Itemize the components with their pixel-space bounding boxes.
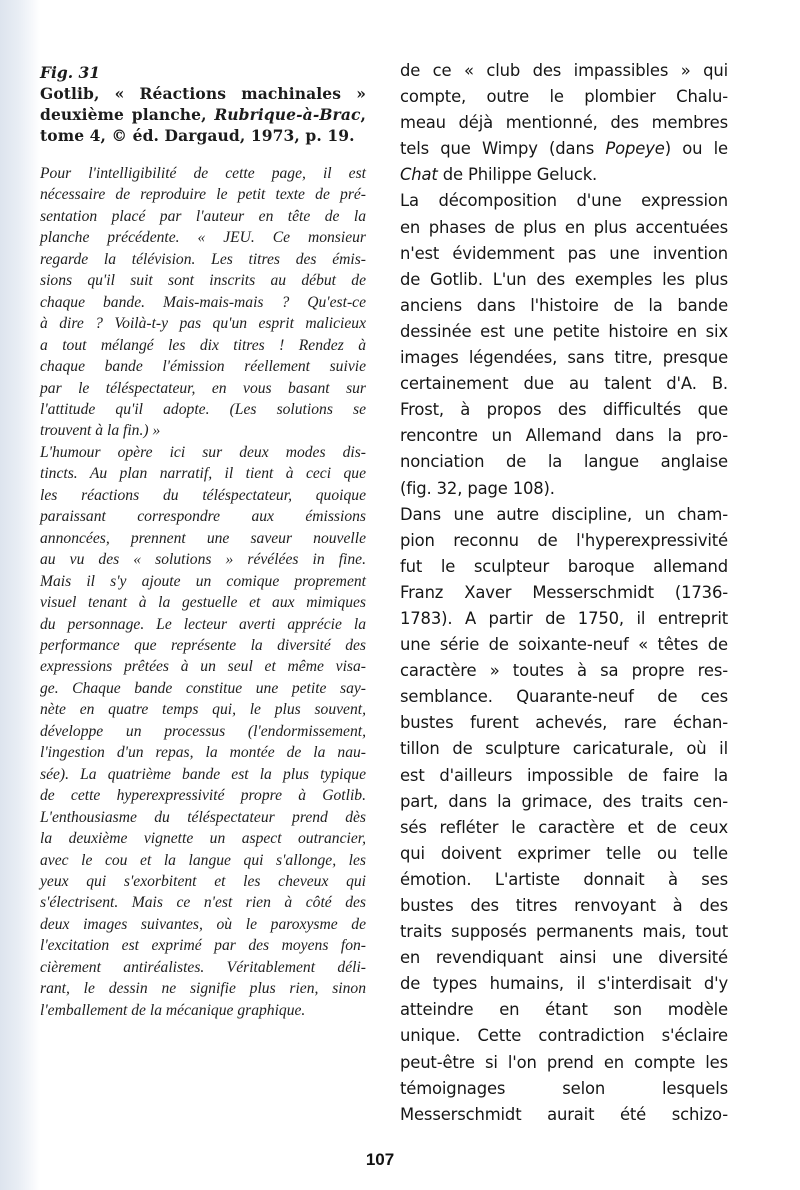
figure-label: Fig. 31 (40, 63, 101, 82)
commentary-line: a tout mélangé les dix titres ! Rendez à (40, 336, 366, 354)
book-gutter-shadow (0, 0, 40, 1190)
body-text: La décomposition d'une expression (400, 191, 728, 211)
body-text: n'est évidemment pas une invention (400, 243, 728, 263)
body-line (400, 658, 728, 684)
commentary-line: L'humour opère ici sur deux modes dis- (40, 443, 366, 461)
body-text: qui doivent exprimer telle ou telle (400, 843, 728, 863)
commentary-line: sée). La quatrième bande est la plus typique (40, 765, 366, 783)
body-line (400, 58, 728, 84)
body-text: de Philippe Geluck. (437, 165, 598, 185)
body-line (400, 580, 728, 606)
commentary-line: nète en quatre temps qui, le plus souvent, (40, 701, 366, 719)
body-text: une série de soixante-neuf « têtes de (400, 635, 728, 655)
body-line (400, 1050, 728, 1076)
body-text: traits supposés permanents mais, tout (400, 922, 728, 942)
commentary-line: s'électrisent. Mais ce n'est rien à côté des (40, 894, 366, 912)
body-line (400, 971, 728, 997)
commentary-line: yeux qui s'exorbitent et les cheveux qui (40, 872, 366, 890)
figure-caption (40, 83, 366, 146)
commentary-line: L'enthousiasme du téléspectateur prend dès (40, 808, 366, 826)
body-text: bustes furent achevés, rare échan- (400, 713, 728, 733)
caption-punct: , (360, 105, 366, 124)
body-line (400, 1102, 728, 1128)
body-text: témoignages selon lesquels (400, 1078, 728, 1098)
body-text: unique. Cette contradiction s'éclaire (400, 1026, 728, 1046)
body-line (400, 188, 728, 214)
body-line (400, 763, 728, 789)
commentary-line: deux images suivantes, où le paroxysme de (40, 915, 366, 933)
commentary-line: Mais il s'y ajoute un comique proprement (40, 572, 366, 590)
body-line (400, 632, 728, 658)
commentary-line: développe un processus (l'endormissement, (40, 722, 366, 740)
main-text-column (400, 58, 728, 1128)
body-line (400, 841, 728, 867)
commentary-line: regarde la télévision. Les titres des émis- (40, 250, 366, 268)
commentary-line: nécessaire de reproduire le petit texte de pré- (40, 186, 366, 204)
body-text: dessinée est une petite histoire en six (400, 321, 728, 341)
body-text: émotion. L'artiste donnait à ses (400, 869, 728, 889)
commentary-line: l'ingestion d'un repas, la montée de la nau- (40, 744, 366, 762)
body-line (400, 867, 728, 893)
body-text: ) ou le (664, 139, 728, 159)
body-line (400, 476, 728, 502)
commentary-line: cièrement antiréalistes. Véritablement déli- (40, 958, 366, 976)
body-line (400, 162, 728, 188)
body-line (400, 397, 728, 423)
body-text: semblance. Quarante-neuf de ces (400, 687, 728, 707)
commentary-line: performance que représente la diversité des (40, 636, 366, 654)
commentary-line: par le téléspectateur, en vous basant sur (40, 379, 366, 397)
body-text: rencontre un Allemand dans la pro- (400, 426, 728, 446)
caption-line: Gotlib, « Réactions machinales » (40, 84, 366, 103)
body-line (400, 789, 728, 815)
body-line (400, 997, 728, 1023)
body-line (400, 528, 728, 554)
commentary-line: rant, le dessin ne signifie plus rien, sinon (40, 980, 366, 998)
body-text: de types humains, il s'interdisait d'y (400, 974, 728, 994)
body-text: (fig. 32, page 108). (400, 478, 555, 498)
body-text: pion reconnu de l'hyperexpressivité (400, 530, 728, 550)
body-text: fut le sculpteur baroque allemand (400, 556, 728, 576)
body-line (400, 215, 728, 241)
body-line (400, 945, 728, 971)
body-text: Franz Xaver Messerschmidt (1736- (400, 582, 728, 602)
body-line (400, 502, 728, 528)
body-line (400, 1023, 728, 1049)
body-line (400, 684, 728, 710)
body-text: images légendées, sans titre, presque (400, 348, 728, 368)
body-line (400, 606, 728, 632)
caption-line: tome 4, © éd. Dargaud, 1973, p. 19. (40, 126, 355, 145)
body-text: nonciation de la langue anglaise (400, 452, 728, 472)
caption-line (40, 104, 366, 125)
body-line (400, 554, 728, 580)
body-text: tillon de sculpture caricaturale, où il (400, 739, 728, 759)
body-line (400, 84, 728, 110)
commentary-line: de cette hyperexpressivité propre à Gotlib. (40, 787, 366, 805)
body-text: est d'ailleurs impossible de faire la (400, 765, 728, 785)
body-text: Frost, à propos des difficultés que (400, 400, 728, 420)
body-text: 1783). A partir de 1750, il entreprit (400, 608, 728, 628)
body-line (400, 136, 728, 162)
body-text: certainement due au talent d'A. B. (400, 374, 728, 394)
commentary-line: avec le cou et la langue qui s'allonge, les (40, 851, 366, 869)
commentary-line: l'attitude qu'il adopte. (Les solutions se (40, 400, 366, 418)
commentary-line: chaque bande l'émission réellement suivie (40, 358, 366, 376)
body-text: atteindre en étant son modèle (400, 1000, 728, 1020)
commentary-line: tincts. Au plan narratif, il tient à ceci que (40, 465, 366, 483)
commentary-line: l'excitation est exprimé par des moyens fon- (40, 937, 366, 955)
commentary-line: l'emballement de la mécanique graphique. (40, 1001, 306, 1019)
body-line (400, 919, 728, 945)
commentary-line: trouvent à la fin.) » (40, 422, 161, 440)
italic-title: Popeye (605, 139, 665, 159)
album-title: Rubrique-à-Brac (214, 105, 361, 124)
body-text: part, dans la grimace, des traits cen- (400, 791, 728, 811)
body-text: caractère » toutes à sa propre res- (400, 661, 728, 681)
caption-text: deuxième planche, (40, 105, 215, 124)
body-line (400, 815, 728, 841)
body-text: Messerschmidt aurait été schizo- (400, 1104, 728, 1124)
body-text: peut-être si l'on prend en compte les (400, 1052, 728, 1072)
body-line (400, 371, 728, 397)
body-text: de Gotlib. L'un des exemples les plus (400, 269, 728, 289)
body-line (400, 449, 728, 475)
commentary-line: au vu des « solutions » révélées in fine. (40, 551, 366, 569)
body-text: sés refléter le caractère et de ceux (400, 817, 728, 837)
body-text: en revendiquant ainsi une diversité (400, 948, 728, 968)
body-line (400, 710, 728, 736)
body-text: tels que Wimpy (dans (400, 139, 606, 159)
body-line (400, 893, 728, 919)
commentary-line: chaque bande. Mais-mais-mais ? Qu'est-ce (40, 293, 366, 311)
body-line (400, 1076, 728, 1102)
body-text: compte, outre le plombier Chalu- (400, 87, 728, 107)
commentary-line: sentation placé par l'auteur en tête de la (40, 207, 366, 225)
commentary-line: à dire ? Voilà-t-y pas qu'un esprit malicieux (40, 315, 366, 333)
body-line (400, 423, 728, 449)
commentary-line: sions qu'il suit sont inscrits au début de (40, 272, 366, 290)
commentary-line: annoncées, prennent une saveur nouvelle (40, 529, 366, 547)
commentary-line: les réactions du téléspectateur, quoique (40, 486, 366, 504)
body-text: de ce « club des impassibles » qui (400, 61, 728, 80)
body-line (400, 345, 728, 371)
body-line (400, 319, 728, 345)
commentary-line: ge. Chaque bande constitue une petite say- (40, 679, 366, 697)
page-number: 107 (365, 1150, 395, 1169)
body-line (400, 267, 728, 293)
body-text: anciens dans l'histoire de la bande (400, 295, 728, 315)
body-line (400, 293, 728, 319)
body-text: meau déjà mentionné, des membres (400, 113, 728, 133)
figure-commentary (40, 163, 366, 1021)
italic-title: Chat (400, 165, 438, 185)
commentary-line: planche précédente. « JEU. Ce monsieur (40, 229, 366, 247)
commentary-line: paraissant correspondre aux émissions (40, 508, 366, 526)
body-line (400, 241, 728, 267)
commentary-line: visuel tenant à la gestuelle et aux mimiques (40, 594, 366, 612)
body-line (400, 110, 728, 136)
body-text: Dans une autre discipline, un cham- (400, 504, 728, 524)
body-line (400, 736, 728, 762)
body-text: bustes des titres renvoyant à des (400, 896, 728, 915)
commentary-line: du personnage. Le lecteur averti apprécie la (40, 615, 366, 633)
commentary-line: Pour l'intelligibilité de cette page, il est (40, 165, 366, 182)
commentary-line: expressions prêtées à un seul et même visa- (40, 658, 366, 676)
body-text: en phases de plus en plus accentuées (400, 217, 728, 237)
commentary-line: la deuxième vignette un aspect outrancier, (40, 830, 366, 848)
left-column (40, 62, 366, 1021)
